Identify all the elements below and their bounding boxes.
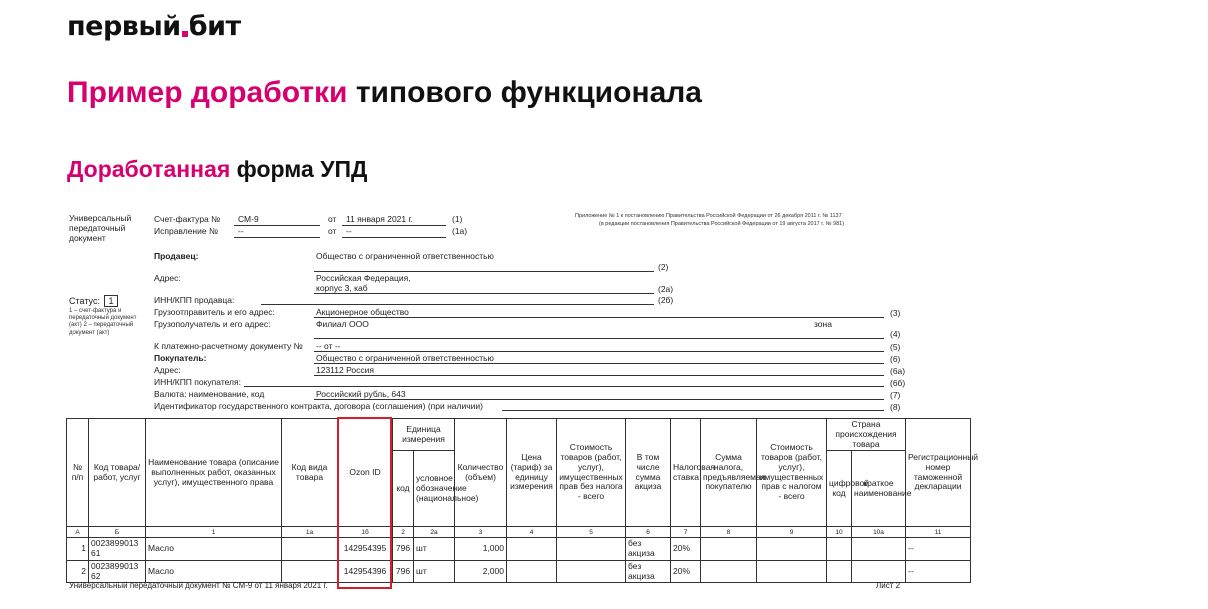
invoice-label: Счет-фактура № <box>154 214 221 224</box>
status-value: 1 <box>104 295 118 307</box>
appendix-line2: (в редакции постановления Правительства Российской Федерации от 19 августа 2017 г. № 981) <box>599 221 845 227</box>
row-unit-code: 796 <box>393 538 414 561</box>
buyer-value: Общество с ограниченной ответственностью <box>316 353 494 363</box>
row-rate: 20% <box>671 560 701 583</box>
subtitle-accent: Доработанная <box>67 156 231 182</box>
row-unit: шт <box>414 538 455 561</box>
row-excise: без акциза <box>626 560 671 583</box>
status-label: Статус: <box>69 296 100 306</box>
invoice-code: (1) <box>452 214 463 224</box>
row-cost <box>557 560 626 583</box>
logo-dot <box>182 31 188 37</box>
correction-from: от <box>328 226 337 236</box>
row-tax <box>701 560 757 583</box>
row-excise: без акциза <box>626 538 671 561</box>
index-cell: А <box>67 527 89 538</box>
header-excise: В том числе сумма акциза <box>626 419 671 527</box>
header-unit: Единица измерения <box>393 419 455 451</box>
buyer-inn-code: (6б) <box>890 378 906 388</box>
row-total <box>757 538 827 561</box>
contract-label: Идентификатор государственного контракта, договора (соглашения) (при наличии) <box>154 401 483 411</box>
row-total <box>757 560 827 583</box>
header-rate: Налоговая ставка <box>671 419 701 527</box>
row-name: Масло <box>146 560 282 583</box>
correction-code: (1а) <box>452 226 468 236</box>
buyer-inn-label: ИНН/КПП покупателя: <box>154 377 241 387</box>
row-country-name <box>852 560 906 583</box>
index-cell: 2а <box>414 527 455 538</box>
buyer-address-label: Адрес: <box>154 365 181 375</box>
contract-code: (8) <box>890 402 901 412</box>
invoice-date: 11 января 2021 г. <box>346 214 413 224</box>
logo <box>67 11 241 42</box>
address-code: (2а) <box>658 284 674 294</box>
currency-value: Российский рубль, 643 <box>316 389 406 399</box>
seller-code: (2) <box>658 262 669 272</box>
header-cost: Стоимость товаров (работ, услуг), имущественных прав без налога - всего <box>557 419 626 527</box>
header-qty: Количество (объем) <box>455 419 507 527</box>
header-country: Страна происхождения товара <box>827 419 906 451</box>
row-unit-code: 796 <box>393 560 414 583</box>
consignee-zone: зона <box>814 319 832 329</box>
status-note: 1 – счет-фактура и передаточный документ (акт) 2 – передаточный документ (акт) <box>69 308 137 336</box>
header-unit-symbol: условное обозначение (национальное) <box>414 451 455 527</box>
seller-inn-code: (2б) <box>658 295 674 305</box>
row-country-code <box>827 560 852 583</box>
row-tax <box>701 538 757 561</box>
index-row <box>67 527 971 538</box>
index-cell: 5 <box>557 527 626 538</box>
index-cell: Б <box>89 527 146 538</box>
row-qty: 1,000 <box>455 538 507 561</box>
row-qty: 2,000 <box>455 560 507 583</box>
index-cell: 1 <box>146 527 282 538</box>
index-cell: 10 <box>827 527 852 538</box>
index-cell: 8 <box>701 527 757 538</box>
shipper-code: (3) <box>890 308 901 318</box>
shipper-value: Акционерное общество <box>316 307 409 317</box>
consignee-code: (4) <box>890 329 901 339</box>
buyer-address-code: (6а) <box>890 366 906 376</box>
row-rate: 20% <box>671 538 701 561</box>
header-country-code: цифровой код <box>827 451 852 527</box>
currency-code: (7) <box>890 390 901 400</box>
invoice-from: от <box>328 214 337 224</box>
buyer-label: Покупатель: <box>154 353 207 363</box>
correction-number: -- <box>238 226 244 236</box>
doc-left-title: Универсальный передаточный документ <box>69 213 132 244</box>
header-total: Стоимость товаров (работ, услуг), имущественных прав с налогом - всего <box>757 419 827 527</box>
row-name: Масло <box>146 538 282 561</box>
index-cell: 1а <box>282 527 338 538</box>
title-accent: Пример доработки <box>67 76 348 109</box>
row-price <box>507 538 557 561</box>
index-cell: 11 <box>906 527 971 538</box>
footer-right: Лист 2 <box>876 581 901 590</box>
shipper-label: Грузоотправитель и его адрес: <box>154 307 275 317</box>
buyer-address-value: 123112 Россия <box>316 365 374 375</box>
address-label: Адрес: <box>154 273 181 283</box>
header-unit-code: код <box>393 451 414 527</box>
index-cell: 6 <box>626 527 671 538</box>
header-tax: Сумма налога, предъявляемая покупателю <box>701 419 757 527</box>
row-no: 1 <box>67 538 89 561</box>
row-no: 2 <box>67 560 89 583</box>
address-line1: Российская Федерация, <box>316 273 411 283</box>
row-unit: шт <box>414 560 455 583</box>
header-price: Цена (тариф) за единицу измерения <box>507 419 557 527</box>
title-rest: типового функционала <box>347 76 702 109</box>
index-cell: 9 <box>757 527 827 538</box>
goods-table <box>66 418 979 583</box>
correction-date: -- <box>346 226 352 236</box>
logo-part1: первый <box>67 11 181 42</box>
row-declaration: -- <box>906 560 971 583</box>
index-cell: 4 <box>507 527 557 538</box>
row-price <box>507 560 557 583</box>
header-code: Код товара/ работ, услуг <box>89 419 146 527</box>
row-ozon-id: 142954396 <box>338 560 393 583</box>
row-kind <box>282 560 338 583</box>
consignee-value: Филиал ООО <box>316 319 369 329</box>
table-row <box>67 538 971 561</box>
index-cell: 2 <box>393 527 414 538</box>
status-block <box>69 295 118 307</box>
row-declaration: -- <box>906 538 971 561</box>
address-line2: корпус 3, каб <box>316 283 368 293</box>
buyer-code: (6) <box>890 354 901 364</box>
index-cell: 10а <box>852 527 906 538</box>
row-country-name <box>852 538 906 561</box>
seller-inn-label: ИНН/КПП продавца: <box>154 295 235 305</box>
index-cell: 3 <box>455 527 507 538</box>
subtitle-rest: форма УПД <box>230 156 368 182</box>
footer-left: Универсальный передаточный документ № СМ-9 от 11 января 2021 г. <box>69 581 328 590</box>
row-cost <box>557 538 626 561</box>
header-declaration: Регистрационный номер таможенной декларации <box>906 419 971 527</box>
upd-document <box>66 211 979 597</box>
seller-value: Общество с ограниченной ответственностью <box>316 251 494 261</box>
header-name: Наименование товара (описание выполненных работ, оказанных услуг), имущественного права <box>146 419 282 527</box>
row-code: 0023899013 62 <box>89 560 146 583</box>
row-ozon-id: 142954395 <box>338 538 393 561</box>
row-kind <box>282 538 338 561</box>
payment-code: (5) <box>890 342 901 352</box>
invoice-number: СМ-9 <box>238 214 259 224</box>
header-no: № п/п <box>67 419 89 527</box>
payment-label: К платежно-расчетному документу № <box>154 341 303 351</box>
header-country-name: краткое наименование <box>852 451 906 527</box>
payment-value: -- от -- <box>316 341 341 351</box>
seller-label: Продавец: <box>154 251 199 261</box>
appendix-line1: Приложение № 1 к постановлению Правительства Российской Федерации от 26 декабря 2011 г. № 1137 <box>575 213 842 219</box>
currency-label: Валюта: наименование, код <box>154 389 265 399</box>
index-cell: 1б <box>338 527 393 538</box>
correction-label: Исправление № <box>154 226 219 236</box>
header-ozon-id: Ozon ID <box>338 419 393 527</box>
page-subtitle <box>67 156 367 183</box>
table-row <box>67 560 971 583</box>
index-cell: 7 <box>671 527 701 538</box>
consignee-label: Грузополучатель и его адрес: <box>154 319 271 329</box>
row-country-code <box>827 538 852 561</box>
logo-part2: бит <box>188 11 241 42</box>
header-kind: Код вида товара <box>282 419 338 527</box>
row-code: 0023899013 61 <box>89 538 146 561</box>
page-title <box>67 76 702 110</box>
